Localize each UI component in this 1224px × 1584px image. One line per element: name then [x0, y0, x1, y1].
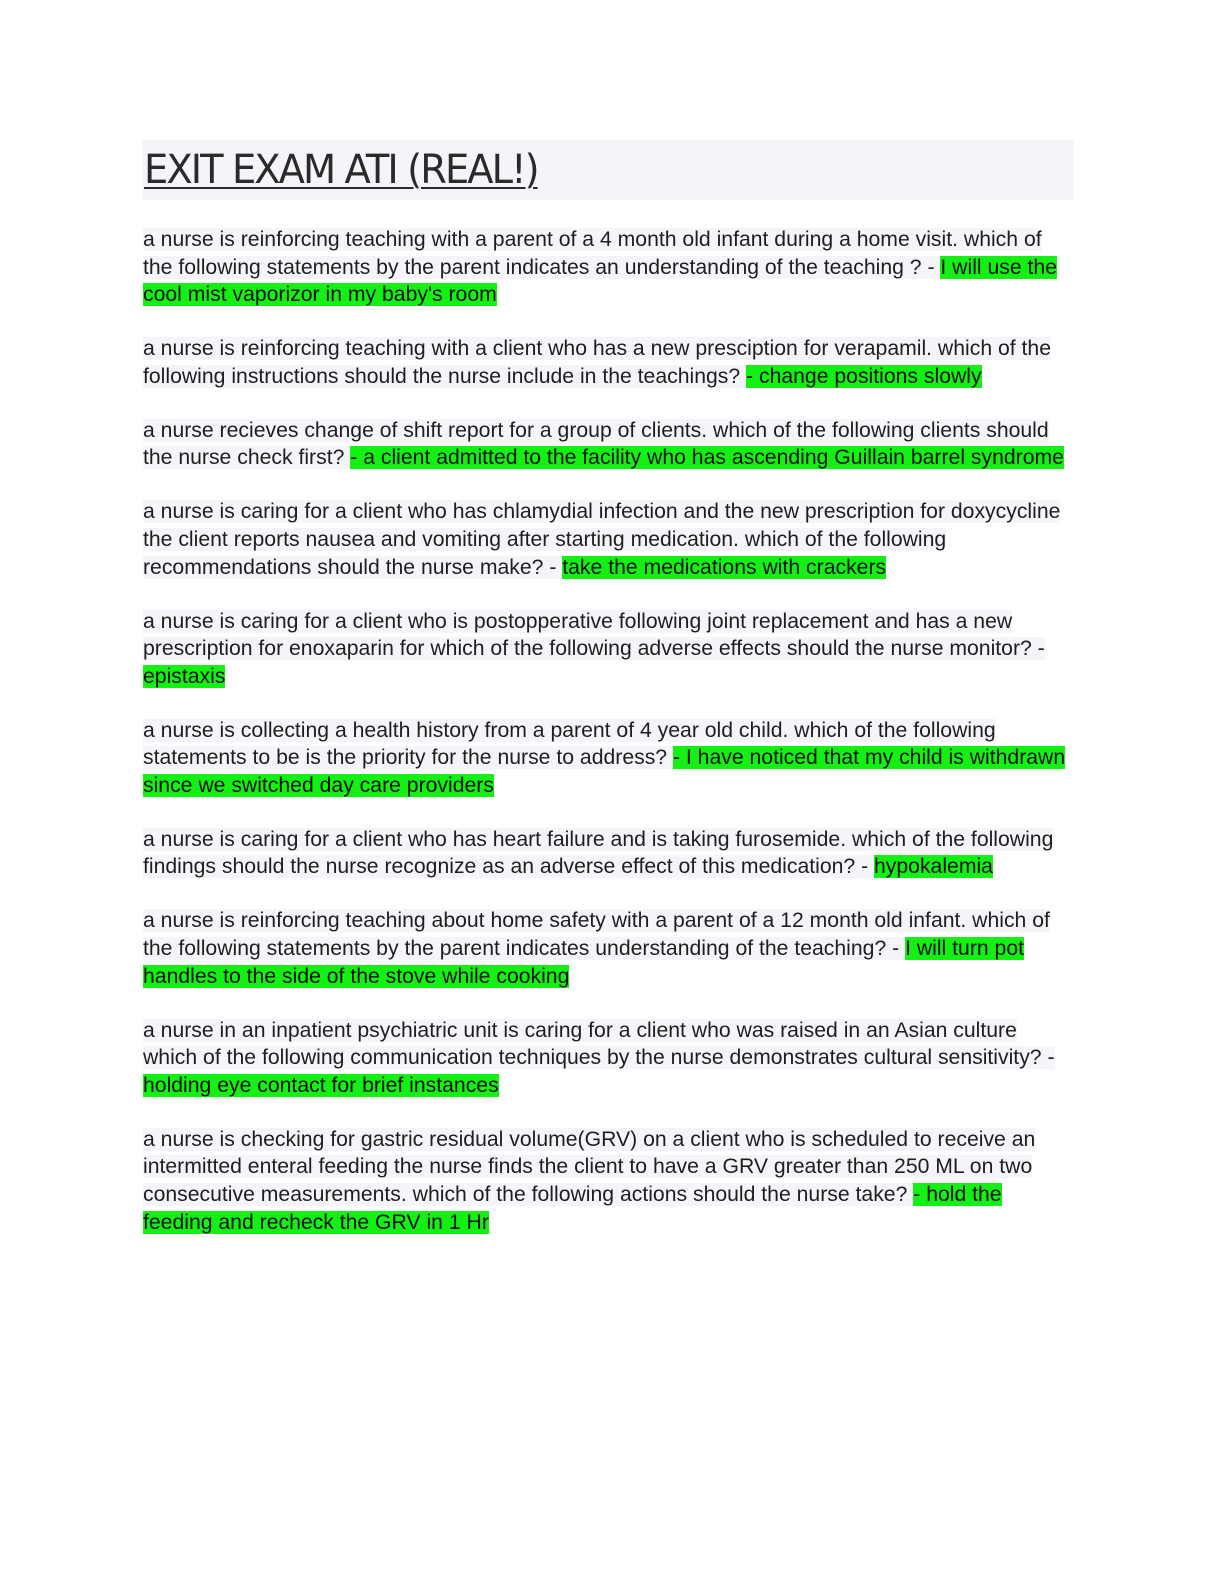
- question-list: [142, 226, 1074, 1236]
- question-item-9: [142, 1017, 1074, 1100]
- answer-highlight: - I have noticed that my child is withdrawn since we switched day care providers: [143, 746, 1066, 797]
- answer-highlight: hypokalemia: [874, 855, 993, 879]
- question-text: a nurse is reinforcing teaching with a client who has a new presciption for verapamil. which of the following instructions should the nurse include in the teachings?: [143, 337, 1052, 388]
- question-text: a nurse in an inpatient psychiatric unit is caring for a client who was raised in an Asian culture which of the following communication techniques by the nurse demonstrates cultural sensitivity? -: [143, 1018, 1055, 1070]
- answer-highlight: epistaxis: [143, 664, 226, 688]
- answer-highlight: take the medications with crackers: [562, 555, 887, 579]
- answer-highlight: - a client admitted to the facility who has ascending Guillain barrel syndrome: [350, 446, 1064, 470]
- question-text: a nurse is reinforcing teaching about home safety with a parent of a 12 month old infant. which of the following statements by the parent indicates understanding of the teaching? -: [143, 909, 1050, 961]
- question-text: a nurse is caring for a client who has chlamydial infection and the new prescription for doxycycline the client reports nausea and vomiting after starting medication. which of the following recommendations should the nurse make? -: [143, 500, 1061, 579]
- question-text: a nurse is collecting a health history from a parent of 4 year old child. which of the following statements to be is the priority for the nurse to address?: [143, 718, 996, 770]
- question-text: a nurse is caring for a client who is postopperative following joint replacement and has a new prescription for enoxaparin for which of the following adverse effects should the nurse monitor? -: [143, 609, 1045, 661]
- question-text: a nurse is caring for a client who has heart failure and is taking furosemide. which of the following findings should the nurse recognize as an adverse effect of this medication? -: [143, 827, 1054, 879]
- question-item-4: [142, 498, 1074, 581]
- question-item-2: [142, 335, 1074, 390]
- question-item-5: [142, 608, 1074, 691]
- answer-highlight: holding eye contact for brief instances: [143, 1073, 499, 1097]
- answer-highlight: - change positions slowly: [746, 364, 982, 388]
- question-item-6: [142, 717, 1074, 800]
- question-item-3: [142, 417, 1074, 472]
- question-item-7: [142, 826, 1074, 881]
- answer-highlight: I will turn pot handles to the side of the stove while cooking: [143, 937, 1024, 988]
- question-text: a nurse is checking for gastric residual volume(GRV) on a client who is scheduled to receive an intermitted enteral feeding the nurse finds the client to have a GRV greater than 250 ML on two consecutive measurements. which of the following actions should the nurse take?: [143, 1127, 1036, 1206]
- answer-highlight: - hold the feeding and recheck the GRV in 1 Hr: [143, 1182, 1002, 1234]
- document-page: [142, 140, 1074, 1263]
- answer-highlight: I will use the cool mist vaporizor in my baby's room: [143, 255, 1057, 307]
- question-item-8: [142, 907, 1074, 990]
- document-title: EXIT EXAM ATI (REAL!): [144, 147, 538, 193]
- question-item-10: [142, 1126, 1074, 1236]
- title-bar: [142, 140, 1074, 200]
- question-item-1: [142, 226, 1074, 309]
- question-text: a nurse recieves change of shift report for a group of clients. which of the following clients should the nurse check first?: [143, 418, 1049, 470]
- question-text: a nurse is reinforcing teaching with a parent of a 4 month old infant during a home visit. which of the following statements by the parent indicates an understanding of the teaching ? -: [143, 228, 1042, 279]
